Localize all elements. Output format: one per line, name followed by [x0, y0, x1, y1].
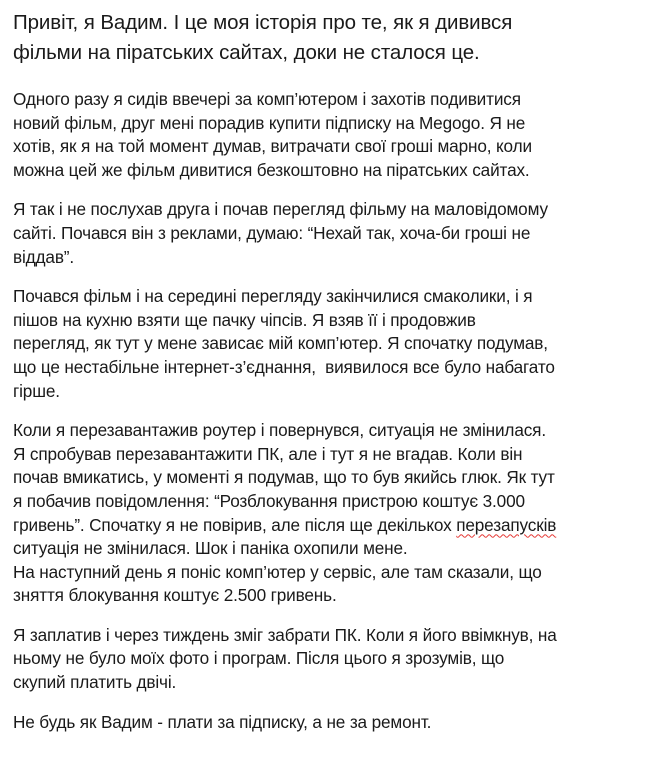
text-line	[13, 514, 631, 538]
text-line: На наступний день я поніс комп’ютер у сервіс, але там сказали, що	[13, 561, 542, 582]
text-line: хотів, як я на той момент думав, витрачати свої гроші марно, коли	[13, 136, 532, 157]
text-line: новий фільм, друг мені порадив купити підписку на Megogo. Я не	[13, 112, 526, 133]
text-line: перегляд, як тут у мене зависає мій комп’ютер. Я спочатку подумав,	[13, 333, 548, 354]
text-line: Одного разу я сидів ввечері за комп’ютером і захотів подивитися	[13, 89, 521, 109]
misspelled-word[interactable]: перезапусків	[456, 514, 557, 535]
text-line: Я так і не послухав друга і почав перегляд фільму на маловідомому	[13, 199, 548, 220]
text-line: пішов на кухню взяти ще пачку чіпсів. Я взяв її і продовжив	[13, 309, 476, 330]
text-line: Коли я перезавантажив роутер і повернувся, ситуація не змінилася.	[13, 420, 546, 441]
paragraph-intro	[13, 88, 631, 182]
text-line: сайті. Почався він з реклами, думаю: “Нехай так, хоча-би гроші не	[13, 222, 531, 243]
text-line: ситуація не змінилася. Шок і паніка охопили мене.	[13, 538, 408, 559]
title-line: фільми на піратських сайтах, доки не сталося це.	[13, 41, 480, 64]
text-line: ньому не було моїх фото і програм. Після цього я зрозумів, що	[13, 648, 505, 669]
text-line: що це нестабільне інтернет-з’єднання, виявилося все було набагато	[13, 356, 555, 377]
title-line: Привіт, я Вадим. І це моя історія про те, як я дивився	[13, 11, 513, 34]
text-line: скупий платить двічі.	[13, 672, 177, 693]
paragraph-ransom	[13, 419, 631, 608]
text-line: можна цей же фільм дивитися безкоштовно на піратських сайтах.	[13, 159, 530, 180]
text-line: Я заплатив і через тиждень зміг забрати ПК. Коли я його ввімкнув, на	[13, 624, 557, 645]
text-line: почав вмикатись, у моменті я подумав, що то був якийсь глюк. Як тут	[13, 467, 555, 488]
paragraph-freeze	[13, 285, 631, 403]
text-line: Почався фільм і на середині перегляду закінчилися смаколики, і я	[13, 286, 533, 307]
text-line: віддав”.	[13, 246, 74, 267]
text-line: Не будь як Вадим - плати за підписку, а не за ремонт.	[13, 711, 432, 732]
paragraph-ads	[13, 198, 631, 269]
text-line: я побачив повідомлення: “Розблокування пристрою коштує 3.000	[13, 490, 525, 511]
text-line: гірше.	[13, 380, 60, 401]
document-title	[13, 8, 631, 68]
paragraph-moral	[13, 711, 631, 735]
text-line: зняття блокування коштує 2.500 гривень.	[13, 585, 337, 606]
paragraph-outcome	[13, 624, 631, 695]
text-segment: гривень”. Спочатку я не повірив, але після ще декількох	[13, 514, 457, 535]
text-line: Я спробував перезавантажити ПК, але і тут я не вгадав. Коли він	[13, 443, 523, 464]
